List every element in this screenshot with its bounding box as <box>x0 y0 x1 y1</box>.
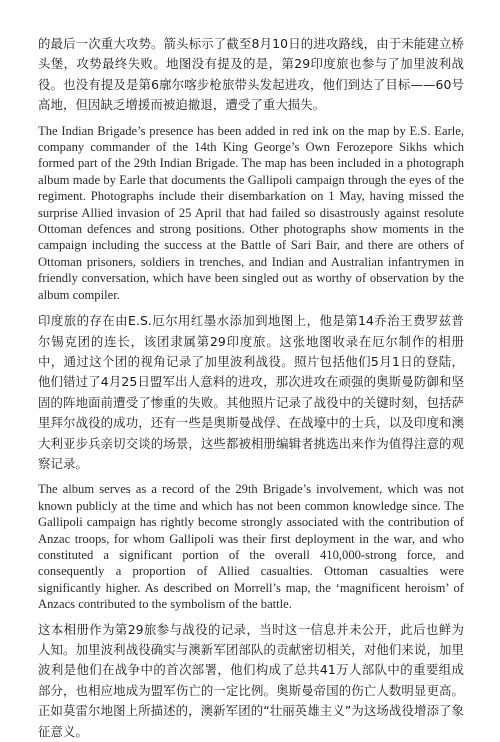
paragraph-zh-1: 的最后一次重大攻势。箭头标示了截至8月10日的进攻路线，由于未能建立桥头堡，攻势最终失败。地图没有提及的是，第29印度旅也参与了加里波利战役。也没有提及是第6廓尔喀步枪旅带头发起进攻，他们到达了目标——60号高地，但因缺乏增援而被迫撤退，遭受了重大损失。 <box>38 36 464 113</box>
paragraph-en-2: The album serves as a record of the 29th Brigade’s involvement, which was not known publicly at the time and which has not been common knowledge since. The Gallipoli campaign has rightly become strongly associated with the contribution of Anzac troops, for whom Gallipoli was their first deployment in the war, and who constituted a significant portion of the overall 410,000-strong force, and consequently a proportion of Allied casualties. Ottoman casualties were significantly higher. As described on Morrell’s map, the ‘magnificent heroism’ of Anzacs contributed to the symbolism of the battle. <box>38 482 464 612</box>
paragraph-en-1: The Indian Brigade’s presence has been added in red ink on the map by E.S. Earle, company commander of the 14th King George’s Own Ferozepore Sikhs which formed part of the 29th Indian Brigade. The map has been included in a photograph album made by Earle that documents the Gallipoli campaign through the eyes of the regiment. Photographs include their disembarkation on 1 May, having missed the surprise Allied invasion of 25 April that had failed so disastrously against resolute Ottoman defences and strong positions. Other photographs show moments in the campaign including the success at the Battle of Sari Bair, and there are others of Ottoman prisoners, soldiers in trenches, and Indian and Australian infantrymen in friendly conversation, which have been singled out as worthy of observation by the album compiler. <box>38 123 464 302</box>
document-page <box>38 34 464 742</box>
paragraph-zh-3: 这本相册作为第29旅参与战役的记录，当时这一信息并未公开，此后也鲜为人知。加里波利战役确实与澳新军团部队的贡献密切相关，对他们来说，加里波利是他们在战争中的首次部署，他们构成了总共41万人部队中的重要组成部分，也相应地成为盟军伤亡的一定比例。奥斯曼帝国的伤亡人数明显更高。正如莫雷尔地图上所描述的，澳新军团的“壮丽英雄主义”为这场战役增添了象征意义。 <box>38 621 464 739</box>
paragraph-zh-2: 印度旅的存在由E.S.厄尔用红墨水添加到地图上，他是第14乔治王费罗兹普尔锡克团的连长，该团隶属第29印度旅。这张地图收录在厄尔制作的相册中，通过这个团的视角记录了加里波利战役。照片包括他们5月1日的登陆，他们错过了4月25日盟军出人意料的进攻，那次进攻在顽强的奥斯曼防御和坚固的阵地面前遭受了惨重的失败。其他照片记录了战役中的关键时刻，包括萨里拜尔战役的成功，还有一些是奥斯曼战俘、在战壕中的士兵，以及印度和澳大利亚步兵亲切交谈的场景，这些都被相册编辑者挑选出来作为值得注意的观察记录。 <box>38 313 464 471</box>
